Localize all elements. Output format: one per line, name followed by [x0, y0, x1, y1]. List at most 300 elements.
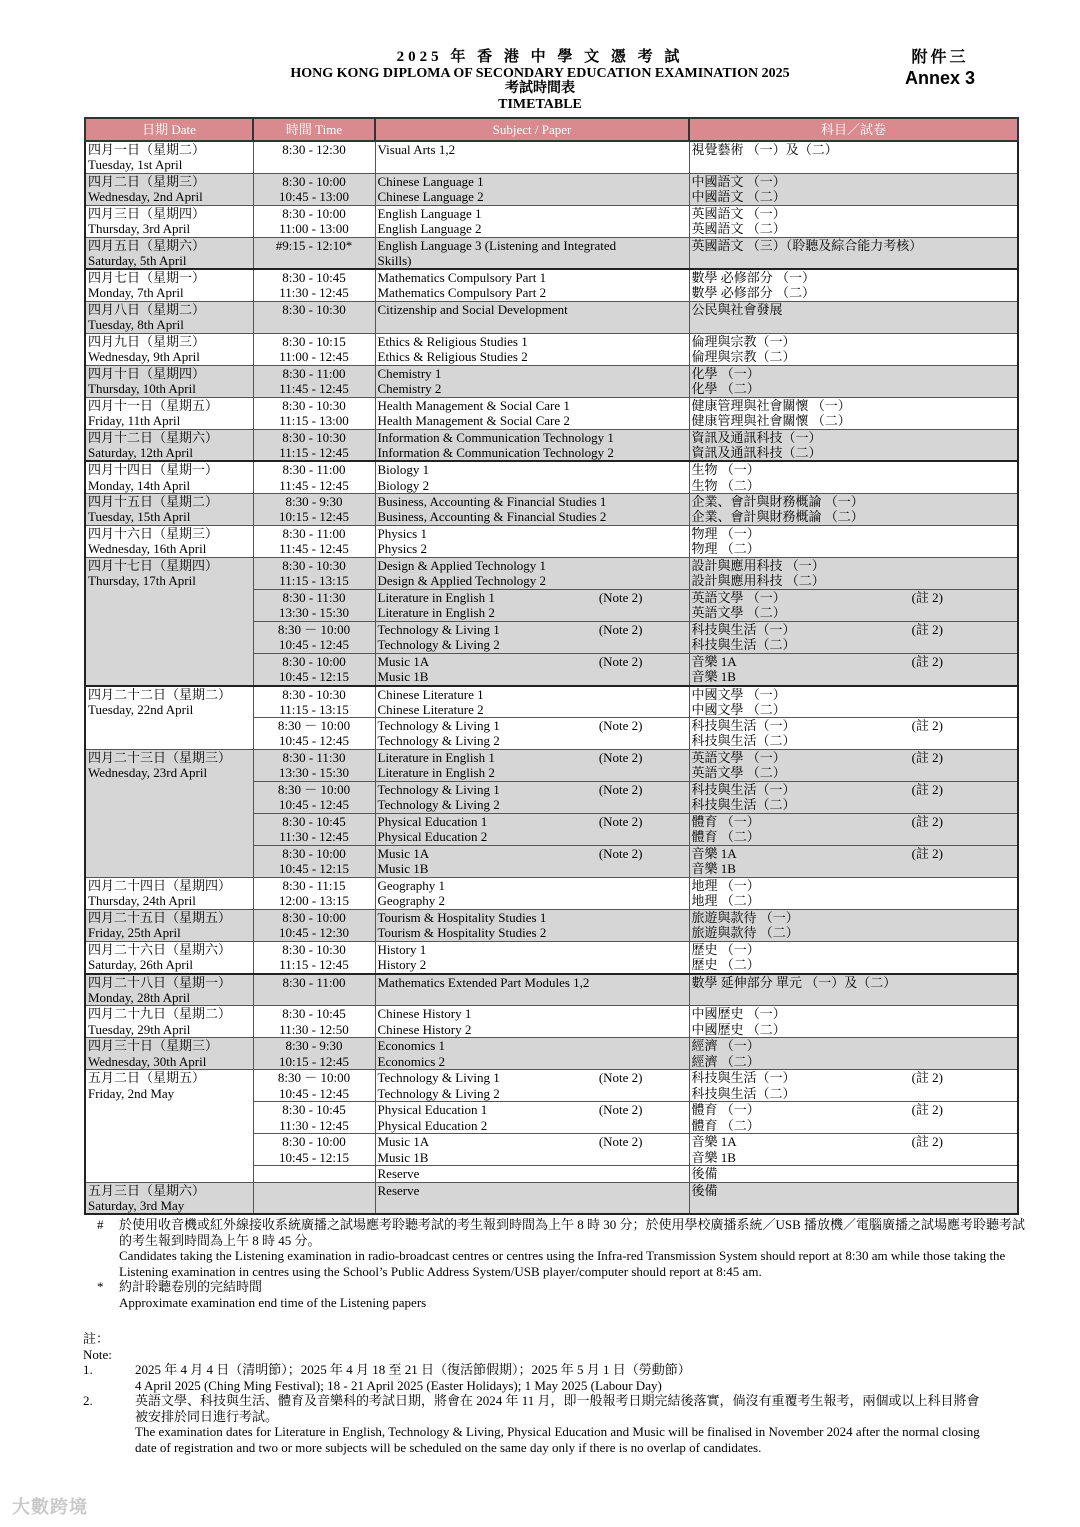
footnote-star-zh: 約計聆聽卷別的完結時間 [119, 1279, 263, 1294]
note-reference: (Note 2) [598, 718, 643, 734]
time-slot: 8:30 - 10:30 [282, 557, 346, 573]
subject-paper: Chemistry 1 [377, 365, 442, 381]
subject-cell [375, 1006, 689, 1038]
subject-cell [375, 333, 689, 365]
subject-cell [375, 493, 689, 525]
date-en: Tuesday, 29th April [88, 1021, 191, 1037]
note-2-en: The examination dates for Literature in English, Technology & Living, Physical Education and Music will be finalised in November 2024 after the normal closing date of registration and two or more subjects will be scheduled on the same day only if there is no overlap of candidates. [135, 1424, 980, 1455]
time-cell [253, 718, 375, 750]
subject-cell [375, 1182, 689, 1214]
subject-zh-cell [689, 493, 1018, 525]
subject-paper-zh: 體育 （二） [691, 1117, 760, 1133]
subject-paper-zh: 體育 （二） [691, 829, 760, 845]
subject-paper: English Language 2 [377, 220, 482, 236]
time-slot: 8:30 - 10:15 [282, 333, 346, 349]
subject-paper-zh: 英語文學 （一） [691, 589, 786, 605]
time-cell [253, 333, 375, 365]
subject-cell [375, 237, 689, 269]
note-reference-zh: (註 2) [911, 718, 943, 734]
subject-zh-cell [689, 1134, 1018, 1166]
table-row [85, 1006, 1018, 1038]
time-cell [253, 910, 375, 942]
subject-paper: Design & Applied Technology 2 [377, 573, 547, 589]
time-slot: 11:15 - 13:15 [279, 573, 349, 589]
subject-paper-zh: 音樂 1B [691, 669, 736, 685]
subject-paper: Literature in English 1 [377, 750, 495, 766]
subject-paper-zh: 倫理與宗教（二） [691, 349, 796, 365]
subject-paper: Technology & Living 2 [377, 637, 500, 653]
date-cell [85, 333, 253, 365]
subject-zh-cell [689, 1166, 1018, 1182]
subject-zh-cell [689, 1182, 1018, 1214]
time-slot: 11:15 - 13:00 [279, 413, 349, 429]
date-en: Wednesday, 2nd April [88, 188, 203, 204]
time-slot: 10:15 - 12:45 [278, 509, 350, 525]
date-cell [85, 269, 253, 301]
subject-zh-cell [689, 397, 1018, 429]
subject-paper: Geography 2 [377, 893, 446, 909]
subject-paper-zh: 英國語文 （三）（聆聽及綜合能力考核） [691, 237, 923, 253]
subject-paper: Literature in English 2 [377, 605, 495, 621]
subject-cell [375, 1134, 689, 1166]
time-slot: 8:30 － 10:00 [277, 718, 351, 734]
table-row [85, 910, 1018, 942]
footnote-hash-zh: 於使用收音機或紅外線接收系統廣播之試場應考聆聽考試的考生報到時間為上午 8 時 30 分；於使用學校廣播系統／USB 播放機／電腦廣播之試場應考聆聽考試的考生報到時間為上午 8 時 45 分。 [119, 1217, 1026, 1248]
subtitle-en: TIMETABLE [498, 97, 582, 112]
date-cell [85, 205, 253, 237]
date-zh: 四月三十日（星期三） [88, 1038, 219, 1054]
note-reference-zh: (註 2) [911, 814, 943, 830]
time-slot: 8:30 - 11:30 [282, 589, 346, 605]
time-slot: 8:30 - 10:45 [282, 814, 346, 830]
time-slot: 10:45 - 12:45 [278, 637, 350, 653]
subject-zh-cell [689, 974, 1018, 1006]
subject-paper-zh: 英國語文 （二） [691, 220, 786, 236]
date-zh: 四月二十四日（星期四） [88, 878, 232, 894]
subject-paper: Music 1B [377, 1149, 429, 1165]
subject-paper-zh: 英語文學 （二） [691, 765, 786, 781]
time-slot: 8:30 - 9:30 [285, 1038, 343, 1054]
subject-cell [375, 974, 689, 1006]
subject-paper: Physics 2 [377, 541, 427, 557]
subject-paper: Music 1B [377, 669, 429, 685]
subject-cell [375, 205, 689, 237]
date-cell [85, 397, 253, 429]
subject-cell [375, 653, 689, 685]
time-slot: 13:30 - 15:30 [278, 765, 350, 781]
table-row [85, 878, 1018, 910]
subject-paper: Economics 2 [377, 1053, 446, 1069]
note-reference: (Note 2) [598, 1134, 643, 1150]
subject-zh-cell [689, 301, 1018, 333]
note-reference-zh: (註 2) [911, 589, 943, 605]
time-slot: 10:45 - 12:45 [278, 733, 350, 749]
date-cell [85, 301, 253, 333]
subject-paper: Technology & Living 2 [377, 1085, 500, 1101]
time-cell [253, 429, 375, 461]
subject-paper-zh: 音樂 1A [691, 846, 737, 862]
date-cell [85, 910, 253, 942]
subject-paper: Chinese History 2 [377, 1021, 472, 1037]
time-cell [253, 557, 375, 589]
subject-paper: Physics 1 [377, 525, 427, 541]
note-2-zh: 英語文學、科技與生活、體育及音樂科的考試日期，將會在 2024 年 11 月，即一般報考日期完結後落實，倘沒有重覆考生報考，兩個或以上科目將會被安排於同日進行考試。 [135, 1393, 980, 1424]
time-slot: 8:30 - 10:00 [282, 1134, 346, 1150]
table-row [85, 750, 1018, 782]
table-row [85, 686, 1018, 718]
subject-cell [375, 846, 689, 878]
subtitle-zh: 考試時間表 [505, 81, 575, 96]
subject-paper-zh: 科技與生活（一） [691, 782, 796, 798]
time-cell [253, 1038, 375, 1070]
date-en: Thursday, 17th April [88, 573, 196, 589]
subject-paper-zh: 公民與社會發展 [691, 301, 783, 317]
date-zh: 四月一日（星期二） [88, 142, 206, 157]
subject-paper: Literature in English 2 [377, 765, 495, 781]
subject-paper: Ethics & Religious Studies 1 [377, 333, 528, 349]
subject-paper-zh: 健康管理與社會關懷 （二） [691, 413, 851, 429]
subject-paper: Health Management & Social Care 2 [377, 413, 570, 429]
column-header-date: 日期 Date [85, 118, 253, 141]
note-reference: (Note 2) [598, 846, 643, 862]
subject-paper-zh: 生物 （二） [691, 477, 760, 493]
time-cell [253, 525, 375, 557]
subject-cell [375, 365, 689, 397]
subject-cell [375, 718, 689, 750]
subject-zh-cell [689, 205, 1018, 237]
subject-paper: Mathematics Compulsory Part 2 [377, 285, 547, 301]
time-cell [253, 1102, 375, 1134]
date-en: Monday, 14th April [88, 477, 191, 493]
footnote-star [97, 1279, 1027, 1310]
time-slot: 8:30 - 11:00 [282, 974, 346, 990]
note-1-number: 1. [83, 1362, 93, 1377]
date-en: Saturday, 3rd May [88, 1197, 185, 1213]
time-cell [253, 814, 375, 846]
subject-cell [375, 461, 689, 493]
time-slot: 10:45 - 12:45 [278, 1085, 350, 1101]
date-en: Tuesday, 8th April [88, 317, 184, 333]
time-cell [253, 301, 375, 333]
date-en: Thursday, 10th April [88, 381, 196, 397]
subject-paper-zh: 中國語文 （二） [691, 188, 786, 204]
star-mark: * [97, 1279, 104, 1294]
note-reference-zh: (註 2) [911, 1070, 943, 1086]
note-reference-zh: (註 2) [911, 750, 943, 766]
table-row [85, 301, 1018, 333]
subject-paper-zh: 資訊及通訊科技（二） [691, 445, 822, 461]
subject-zh-cell [689, 942, 1018, 974]
table-row [85, 974, 1018, 1006]
time-cell [253, 974, 375, 1006]
date-en: Friday, 11th April [88, 413, 181, 429]
note-reference-zh: (註 2) [911, 621, 943, 637]
title-zh: 2025 年 香 港 中 學 文 憑 考 試 [396, 49, 684, 65]
date-en: Monday, 7th April [88, 285, 184, 301]
subject-paper: Technology & Living 1 [377, 621, 500, 637]
subject-paper-zh: 英語文學 （一） [691, 750, 786, 766]
subject-paper: Biology 2 [377, 477, 430, 493]
date-en: Friday, 25th April [88, 925, 181, 941]
subject-zh-cell [689, 141, 1018, 173]
subject-paper-zh: 後備 [691, 1166, 718, 1182]
annex-label [900, 48, 980, 88]
time-slot: 8:30 - 9:30 [285, 493, 343, 509]
date-cell [85, 365, 253, 397]
date-en: Saturday, 26th April [88, 957, 193, 973]
date-en: Saturday, 12th April [88, 445, 193, 461]
subject-paper: Ethics & Religious Studies 2 [377, 349, 528, 365]
note-reference-zh: (註 2) [911, 846, 943, 862]
subject-paper: Information & Communication Technology 2 [377, 445, 614, 461]
subject-zh-cell [689, 718, 1018, 750]
subject-zh-cell [689, 461, 1018, 493]
note-reference: (Note 2) [598, 750, 643, 766]
time-slot: 8:30 - 10:45 [282, 1006, 346, 1022]
time-cell [253, 621, 375, 653]
annex-en: Annex 3 [904, 68, 976, 88]
date-en: Friday, 2nd May [88, 1085, 175, 1101]
time-cell [253, 141, 375, 173]
subject-paper-zh: 經濟 （一） [691, 1038, 760, 1054]
footnote-hash [97, 1217, 1027, 1279]
footnote-star-en: Approximate examination end time of the Listening papers [119, 1294, 427, 1310]
note-reference: (Note 2) [598, 782, 643, 798]
time-cell [253, 1070, 375, 1102]
subject-zh-cell [689, 1070, 1018, 1102]
subject-paper: Technology & Living 1 [377, 1070, 500, 1086]
subject-zh-cell [689, 621, 1018, 653]
time-slot: 8:30 - 10:00 [282, 205, 346, 221]
table-row [85, 205, 1018, 237]
subject-cell [375, 814, 689, 846]
subject-paper: Design & Applied Technology 1 [377, 557, 547, 573]
time-slot: 8:30 - 11:30 [282, 750, 346, 766]
date-en: Tuesday, 1st April [88, 157, 183, 173]
date-zh: 四月七日（星期一） [88, 270, 206, 286]
footnote-hash-en: Candidates taking the Listening examination in radio-broadcast centres or centres using the Infra-red Transmission System should report at 8:30 am while those taking the Listening examination in centres using the School’s Public Address System/USB player/computer should report at 8:45 am. [119, 1248, 1006, 1279]
table-row [85, 141, 1018, 173]
note-2 [83, 1393, 1027, 1455]
subject-zh-cell [689, 1038, 1018, 1070]
date-en: Wednesday, 16th April [88, 541, 207, 557]
subject-paper-zh: 設計與應用科技 （二） [691, 573, 825, 589]
date-en: Monday, 28th April [88, 990, 191, 1006]
note-reference: (Note 2) [598, 621, 643, 637]
date-zh: 四月八日（星期二） [88, 301, 206, 317]
annex-zh: 附件三 [911, 49, 969, 66]
date-zh: 四月二十三日（星期三） [88, 750, 232, 766]
time-slot: 11:45 - 12:45 [279, 381, 349, 397]
subject-paper: Reserve [377, 1166, 420, 1182]
subject-paper-zh: 中國文學 （一） [691, 686, 786, 702]
time-cell [253, 589, 375, 621]
time-cell [253, 397, 375, 429]
subject-paper-zh: 音樂 1B [691, 1149, 736, 1165]
column-header-subject-zh: 科目／試卷 [689, 118, 1018, 141]
subject-cell [375, 1038, 689, 1070]
subject-paper: Music 1A [377, 653, 430, 669]
subject-cell [375, 429, 689, 461]
subject-paper: Tourism & Hospitality Studies 2 [377, 925, 547, 941]
time-slot: 8:30 - 10:30 [282, 301, 346, 317]
subject-paper: History 1 [377, 942, 427, 958]
table-row [85, 557, 1018, 589]
time-slot: 8:30 - 10:00 [282, 173, 346, 189]
note-1 [83, 1362, 1027, 1393]
note-2-number: 2. [83, 1393, 93, 1408]
note-reference: (Note 2) [598, 589, 643, 605]
subject-paper: Chemistry 2 [377, 381, 442, 397]
subject-paper-zh: 後備 [691, 1182, 718, 1198]
subject-paper-zh: 中國歷史 （一） [691, 1006, 786, 1022]
date-zh: 四月十四日（星期一） [88, 462, 219, 478]
date-en: Tuesday, 22nd April [88, 701, 194, 717]
subject-paper-zh: 倫理與宗教（一） [691, 333, 796, 349]
date-zh: 四月二十五日（星期五） [88, 910, 232, 926]
time-slot: 10:45 - 12:15 [278, 861, 350, 877]
hash-mark: # [97, 1217, 104, 1232]
time-slot: #9:15 - 12:10* [275, 237, 353, 253]
time-cell [253, 1134, 375, 1166]
date-cell [85, 1182, 253, 1214]
subject-paper-zh: 企業、會計與財務概論 （一） [691, 493, 864, 509]
subject-paper: Reserve [377, 1182, 420, 1198]
time-cell [253, 205, 375, 237]
time-slot: 11:30 - 12:45 [279, 1117, 349, 1133]
subject-paper-zh: 化學 （二） [691, 381, 760, 397]
table-row [85, 1182, 1018, 1214]
table-row [85, 173, 1018, 205]
subject-paper: Mathematics Extended Part Modules 1,2 [377, 974, 590, 990]
subject-paper: Physical Education 1 [377, 1102, 488, 1118]
note-reference-zh: (註 2) [911, 1102, 943, 1118]
watermark-logo: 大數跨境 [12, 1497, 88, 1518]
time-slot: 8:30 － 10:00 [277, 782, 351, 798]
note-reference: (Note 2) [598, 653, 643, 669]
time-slot: 8:30 - 10:30 [282, 397, 346, 413]
table-row [85, 1070, 1018, 1102]
time-slot: 8:30 - 11:15 [282, 878, 346, 894]
subject-zh-cell [689, 237, 1018, 269]
subject-cell [375, 750, 689, 782]
subject-zh-cell [689, 525, 1018, 557]
subject-paper: Geography 1 [377, 878, 446, 894]
subject-paper-zh: 科技與生活（二） [691, 637, 796, 653]
subject-paper-zh: 科技與生活（二） [691, 1085, 796, 1101]
time-slot: 8:30 - 10:30 [282, 686, 346, 702]
note-1-zh: 2025 年 4 月 4 日（清明節）；2025 年 4 月 18 至 21 日（復活節假期）；2025 年 5 月 1 日（勞動節） [135, 1362, 691, 1377]
subject-paper: Visual Arts 1,2 [377, 142, 456, 157]
subject-zh-cell [689, 269, 1018, 301]
subject-paper-zh: 中國文學 （二） [691, 701, 786, 717]
table-row [85, 493, 1018, 525]
date-zh: 四月五日（星期六） [88, 237, 206, 253]
subject-cell [375, 269, 689, 301]
subject-paper-zh: 物理 （二） [691, 541, 760, 557]
note-reference-zh: (註 2) [911, 782, 943, 798]
subject-paper-zh: 企業、會計與財務概論 （二） [691, 509, 864, 525]
time-cell [253, 1182, 375, 1214]
time-cell [253, 750, 375, 782]
time-cell [253, 173, 375, 205]
time-slot: 8:30 - 10:00 [282, 653, 346, 669]
table-row [85, 1038, 1018, 1070]
time-slot: 10:45 - 12:15 [278, 1149, 350, 1165]
date-en: Tuesday, 15th April [88, 509, 191, 525]
date-zh: 四月十七日（星期四） [88, 557, 219, 573]
date-cell [85, 173, 253, 205]
subject-zh-cell [689, 910, 1018, 942]
subject-paper: Chinese Language 2 [377, 188, 484, 204]
subject-paper: Mathematics Compulsory Part 1 [377, 270, 547, 286]
time-cell [253, 942, 375, 974]
notes-heading [83, 1331, 1027, 1362]
table-header-row [85, 118, 1018, 141]
date-zh: 四月十二日（星期六） [88, 429, 219, 445]
subject-paper-zh: 中國語文 （一） [691, 173, 786, 189]
subject-zh-cell [689, 782, 1018, 814]
table-row [85, 397, 1018, 429]
date-en: Thursday, 24th April [88, 893, 196, 909]
subject-zh-cell [689, 1006, 1018, 1038]
time-slot: 11:15 - 12:45 [279, 957, 349, 973]
subject-paper: Music 1A [377, 846, 430, 862]
date-cell [85, 525, 253, 557]
date-cell [85, 429, 253, 461]
table-row [85, 237, 1018, 269]
subject-paper-zh: 科技與生活（二） [691, 797, 796, 813]
date-en: Wednesday, 9th April [88, 349, 200, 365]
note-reference-zh: (註 2) [911, 653, 943, 669]
subject-paper: Economics 1 [377, 1038, 446, 1054]
time-slot: 8:30 - 12:30 [282, 142, 346, 157]
subject-paper-zh: 音樂 1A [691, 653, 737, 669]
subject-paper: Tourism & Hospitality Studies 1 [377, 910, 547, 926]
subject-paper: Music 1A [377, 1134, 430, 1150]
subject-paper: Chinese History 1 [377, 1006, 472, 1022]
table-row [85, 461, 1018, 493]
subject-zh-cell [689, 429, 1018, 461]
subject-paper-zh: 科技與生活（一） [691, 718, 796, 734]
time-slot: 11:00 - 12:45 [279, 349, 349, 365]
time-slot: 8:30 - 10:45 [282, 270, 346, 286]
time-slot: 8:30 - 11:00 [282, 365, 346, 381]
subject-paper: English Language 3 (Listening and Integrated Skills) [377, 237, 617, 268]
subject-zh-cell [689, 173, 1018, 205]
subject-zh-cell [689, 589, 1018, 621]
date-zh: 四月二日（星期三） [88, 173, 206, 189]
subject-paper-zh: 設計與應用科技 （一） [691, 557, 825, 573]
date-cell [85, 942, 253, 974]
time-slot: 10:45 - 12:45 [278, 797, 350, 813]
time-cell [253, 686, 375, 718]
time-slot: 11:15 - 13:15 [279, 701, 349, 717]
subject-paper: Technology & Living 2 [377, 733, 500, 749]
date-cell [85, 750, 253, 878]
subject-cell [375, 686, 689, 718]
date-cell [85, 1070, 253, 1182]
table-row [85, 525, 1018, 557]
time-slot: 11:30 - 12:50 [279, 1021, 349, 1037]
date-zh: 四月十六日（星期三） [88, 525, 219, 541]
subject-paper: Health Management & Social Care 1 [377, 397, 570, 413]
date-cell [85, 493, 253, 525]
time-slot: 11:00 - 13:00 [279, 220, 349, 236]
time-slot: 11:30 - 12:45 [279, 829, 349, 845]
subject-cell [375, 621, 689, 653]
subject-cell [375, 301, 689, 333]
